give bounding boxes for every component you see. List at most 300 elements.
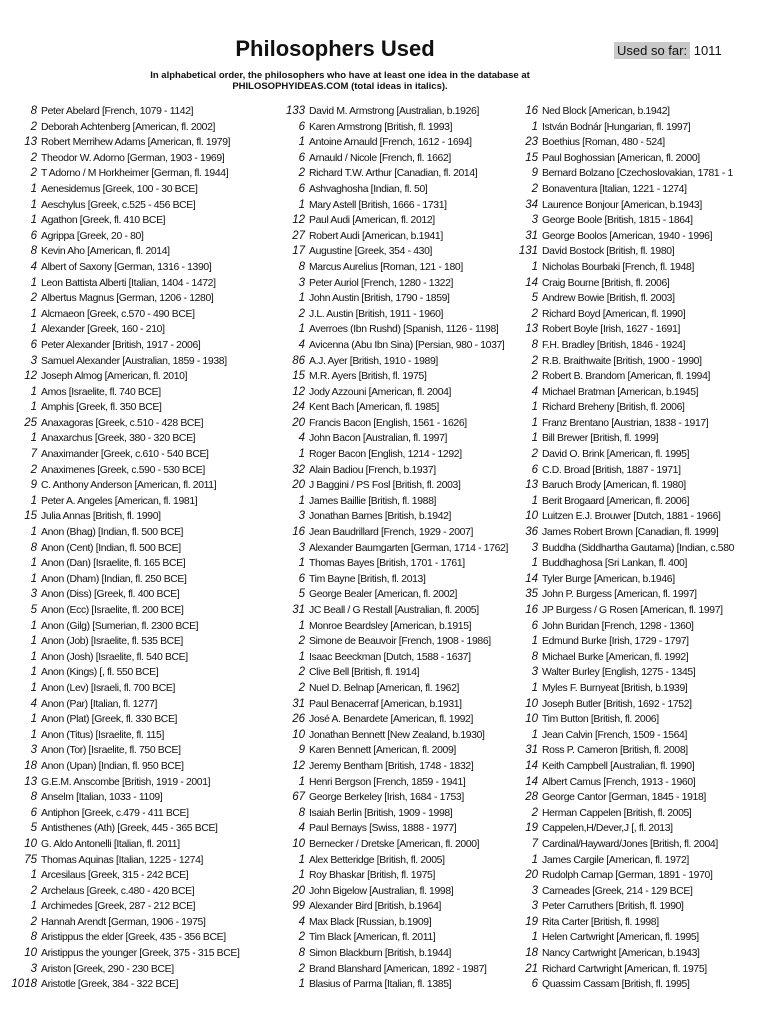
philosopher-name: Ariston [Greek, 290 - 230 BCE] — [41, 963, 174, 975]
philosopher-entry — [501, 712, 768, 728]
philosopher-name: Robert B. Brandom [American, fl. 1994] — [542, 371, 711, 383]
philosopher-entry — [0, 681, 250, 697]
subtitle-line-2: PHILOSOPHYIDEAS.COM (total ideas in italics). — [232, 81, 448, 92]
philosopher-name: Cardinal/Hayward/Jones [British, fl. 2004] — [542, 838, 718, 850]
philosopher-name: Jean Calvin [French, 1509 - 1564] — [542, 729, 687, 741]
philosopher-name: Walter Burley [English, 1275 - 1345] — [542, 667, 696, 679]
philosopher-name: Paul Audi [American, fl. 2012] — [309, 215, 435, 227]
philosopher-entry — [268, 494, 518, 510]
philosopher-name: George Berkeley [Irish, 1684 - 1753] — [309, 792, 464, 804]
philosopher-entry — [268, 447, 518, 463]
philosopher-name: Franz Brentano [Austrian, 1838 - 1917] — [542, 417, 709, 429]
idea-count: 1 — [298, 869, 305, 882]
idea-count: 3 — [298, 541, 305, 554]
idea-count: 1 — [30, 713, 37, 726]
idea-count: 1 — [531, 416, 538, 429]
idea-count: 8 — [531, 338, 538, 351]
philosopher-entry — [0, 463, 250, 479]
idea-count: 36 — [525, 526, 538, 539]
philosopher-name: Peter Alexander [British, 1917 - 2006] — [41, 339, 201, 351]
idea-count: 1 — [30, 323, 37, 336]
philosopher-entry — [501, 759, 768, 775]
idea-count: 6 — [298, 182, 305, 195]
idea-count: 1 — [30, 182, 37, 195]
philosopher-entry — [501, 104, 768, 120]
philosopher-name: Rita Carter [British, fl. 1998] — [542, 916, 659, 928]
philosopher-entry — [501, 182, 768, 198]
idea-count: 9 — [30, 479, 37, 492]
idea-count: 10 — [525, 510, 538, 523]
philosopher-name: Alex Betteridge [British, fl. 2005] — [309, 854, 445, 866]
philosopher-name: C. Anthony Anderson [American, fl. 2011] — [41, 480, 217, 492]
philosopher-entry — [0, 556, 250, 572]
idea-count: 1 — [531, 681, 538, 694]
philosopher-name: Agrippa [Greek, 20 - 80] — [41, 230, 144, 242]
idea-count: 1 — [30, 728, 37, 741]
philosopher-entry — [501, 728, 768, 744]
idea-count: 8 — [30, 791, 37, 804]
idea-count: 19 — [525, 915, 538, 928]
philosopher-entry — [0, 665, 250, 681]
idea-count: 4 — [298, 822, 305, 835]
philosopher-entry — [501, 743, 768, 759]
idea-count: 1 — [298, 650, 305, 663]
idea-count: 3 — [531, 884, 538, 897]
idea-count: 16 — [292, 526, 305, 539]
philosopher-entry — [0, 837, 250, 853]
philosopher-name: Jean Baudrillard [French, 1929 - 2007] — [309, 527, 474, 539]
philosopher-entry — [268, 478, 518, 494]
philosopher-entry — [268, 775, 518, 791]
idea-count: 1 — [30, 650, 37, 663]
philosopher-entry — [268, 650, 518, 666]
idea-count: 3 — [30, 588, 37, 601]
idea-count: 4 — [298, 338, 305, 351]
idea-count: 1 — [298, 619, 305, 632]
philosopher-name: Myles F. Burnyeat [British, b.1939] — [542, 682, 688, 694]
idea-count: 3 — [531, 666, 538, 679]
philosopher-name: Tim Bayne [British, fl. 2013] — [309, 573, 426, 585]
philosopher-column-2 — [268, 104, 518, 993]
philosopher-name: Henri Bergson [French, 1859 - 1941] — [309, 776, 466, 788]
philosopher-entry — [0, 790, 250, 806]
philosopher-entry — [501, 541, 768, 557]
philosopher-name: Anselm [Italian, 1033 - 1109] — [41, 792, 163, 804]
used-so-far-value: 1011 — [693, 43, 722, 58]
philosopher-name: Ashvaghosha [Indian, fl. 50] — [309, 183, 428, 195]
idea-count: 10 — [525, 697, 538, 710]
idea-count: 34 — [525, 198, 538, 211]
philosopher-name: F.H. Bradley [British, 1846 - 1924] — [542, 339, 686, 351]
idea-count: 31 — [292, 697, 305, 710]
philosopher-entry — [268, 837, 518, 853]
idea-count: 7 — [30, 448, 37, 461]
philosopher-entry — [0, 198, 250, 214]
idea-count: 8 — [30, 931, 37, 944]
philosopher-name: Richard T.W. Arthur [Canadian, fl. 2014] — [309, 168, 478, 180]
idea-count: 8 — [30, 541, 37, 554]
philosopher-entry — [0, 400, 250, 416]
philosopher-name: Peter Abelard [French, 1079 - 1142] — [41, 106, 194, 117]
idea-count: 8 — [531, 650, 538, 663]
idea-count: 6 — [30, 229, 37, 242]
philosopher-name: Alexander [Greek, 160 - 210] — [41, 324, 165, 336]
philosopher-name: Robert Audi [American, b.1941] — [309, 230, 443, 242]
idea-count: 1 — [30, 619, 37, 632]
philosopher-entry — [0, 712, 250, 728]
philosopher-name: Anaximenes [Greek, c.590 - 530 BCE] — [41, 464, 205, 476]
philosopher-name: Herman Cappelen [British, fl. 2005] — [542, 807, 692, 819]
philosopher-entry — [268, 260, 518, 276]
idea-count: 10 — [24, 837, 37, 850]
philosopher-entry — [501, 697, 768, 713]
philosopher-entry — [0, 385, 250, 401]
philosopher-entry — [0, 650, 250, 666]
philosopher-name: Jonathan Bennett [New Zealand, b.1930] — [309, 729, 485, 741]
philosopher-entry — [501, 572, 768, 588]
philosopher-entry — [268, 556, 518, 572]
philosopher-name: Buddha (Siddhartha Gautama) [Indian, c.580 — [542, 542, 735, 554]
philosopher-name: Arnauld / Nicole [French, fl. 1662] — [309, 152, 451, 164]
philosopher-entry — [501, 977, 768, 993]
philosopher-entry — [268, 868, 518, 884]
philosopher-entry — [268, 728, 518, 744]
philosopher-entry — [0, 775, 250, 791]
philosopher-entry — [268, 743, 518, 759]
idea-count: 1 — [298, 494, 305, 507]
philosopher-entry — [501, 369, 768, 385]
philosopher-entry — [501, 525, 768, 541]
philosopher-name: George Bealer [American, fl. 2002] — [309, 589, 458, 601]
philosopher-entry — [268, 385, 518, 401]
philosopher-name: José A. Benardete [American, fl. 1992] — [309, 714, 474, 726]
idea-count: 3 — [298, 510, 305, 523]
philosopher-entry — [0, 447, 250, 463]
philosopher-name: John Bigelow [Australian, fl. 1998] — [309, 885, 454, 897]
philosopher-entry — [501, 385, 768, 401]
idea-count: 2 — [30, 151, 37, 164]
philosopher-name: Anon (Tor) [Israelite, fl. 750 BCE] — [41, 745, 181, 757]
philosopher-entry — [0, 182, 250, 198]
idea-count: 86 — [292, 354, 305, 367]
idea-count: 2 — [531, 354, 538, 367]
philosopher-name: Anaximander [Greek, c.610 - 540 BCE] — [41, 449, 209, 461]
philosopher-entry — [268, 930, 518, 946]
idea-count: 6 — [298, 120, 305, 133]
philosopher-name: Richard Breheny [British, fl. 2006] — [542, 402, 685, 414]
philosopher-entry — [268, 400, 518, 416]
idea-count: 1 — [298, 853, 305, 866]
philosopher-name: Peter Carruthers [British, fl. 1990] — [542, 901, 684, 913]
philosopher-entry — [268, 338, 518, 354]
idea-count: 2 — [30, 167, 37, 180]
philosopher-name: Brand Blanshard [American, 1892 - 1987] — [309, 963, 487, 975]
philosopher-entry — [0, 104, 250, 120]
philosopher-name: Ross P. Cameron [British, fl. 2008] — [542, 745, 688, 757]
philosopher-name: Nuel D. Belnap [American, fl. 1962] — [309, 682, 460, 694]
philosopher-name: Anon (Gilg) [Sumerian, fl. 2300 BCE] — [41, 620, 199, 632]
philosopher-name: Isaiah Berlin [British, 1909 - 1998] — [309, 807, 453, 819]
philosopher-entry — [501, 198, 768, 214]
philosopher-name: C.D. Broad [British, 1887 - 1971] — [542, 464, 681, 476]
philosopher-name: Anaxarchus [Greek, 380 - 320 BCE] — [41, 433, 196, 445]
idea-count: 8 — [30, 105, 37, 117]
philosopher-name: Rudolph Carnap [German, 1891 - 1970] — [542, 870, 713, 882]
philosopher-entry — [501, 322, 768, 338]
philosopher-entry — [0, 369, 250, 385]
idea-count: 2 — [30, 120, 37, 133]
philosopher-name: J.L. Austin [British, 1911 - 1960] — [309, 308, 444, 320]
philosopher-name: Ned Block [American, b.1942] — [542, 106, 670, 117]
philosopher-name: Anon (Bhag) [Indian, fl. 500 BCE] — [41, 527, 184, 539]
idea-count: 1 — [531, 853, 538, 866]
philosopher-name: Averroes (Ibn Rushd) [Spanish, 1126 - 1198] — [309, 324, 499, 336]
philosopher-name: Anon (Dham) [Indian, fl. 250 BCE] — [41, 573, 187, 585]
idea-count: 10 — [525, 713, 538, 726]
philosopher-entry — [268, 603, 518, 619]
philosopher-name: J Baggini / PS Fosl [British, fl. 2003] — [309, 480, 461, 492]
idea-count: 3 — [531, 214, 538, 227]
philosopher-entry — [501, 884, 768, 900]
philosopher-name: Anon (Kings) [, fl. 550 BCE] — [41, 667, 159, 679]
philosopher-name: Paul Bernays [Swiss, 1888 - 1977] — [309, 823, 457, 835]
philosopher-name: Thomas Bayes [British, 1701 - 1761] — [309, 558, 465, 570]
philosopher-name: Bill Brewer [British, fl. 1999] — [542, 433, 659, 445]
idea-count: 10 — [24, 947, 37, 960]
philosopher-entry — [268, 962, 518, 978]
philosopher-entry — [268, 369, 518, 385]
philosopher-name: Quassim Cassam [British, fl. 1995] — [542, 979, 690, 991]
idea-count: 18 — [24, 759, 37, 772]
philosopher-name: Antoine Arnauld [French, 1612 - 1694] — [309, 137, 472, 149]
philosopher-entry — [501, 962, 768, 978]
philosopher-name: Cappelen,H/Dever,J [, fl. 2013] — [542, 823, 673, 835]
philosopher-name: M.R. Ayers [British, fl. 1975] — [309, 371, 427, 383]
philosopher-name: Arcesilaus [Greek, 315 - 242 BCE] — [41, 870, 189, 882]
philosopher-name: James Baillie [British, fl. 1988] — [309, 495, 437, 507]
philosopher-entry — [268, 790, 518, 806]
philosopher-entry — [501, 494, 768, 510]
philosopher-entry — [268, 213, 518, 229]
philosopher-name: Jonathan Barnes [British, b.1942] — [309, 511, 452, 523]
idea-count: 1 — [30, 526, 37, 539]
idea-count: 16 — [525, 105, 538, 117]
philosopher-name: Albert of Saxony [German, 1316 - 1390] — [41, 261, 212, 273]
subtitle — [120, 70, 560, 92]
philosopher-column-1 — [0, 104, 250, 993]
idea-count: 31 — [292, 604, 305, 616]
philosopher-name: John Bacon [Australian, fl. 1997] — [309, 433, 448, 445]
philosopher-name: Carneades [Greek, 214 - 129 BCE] — [542, 885, 693, 897]
philosopher-name: Edmund Burke [Irish, 1729 - 1797] — [542, 636, 689, 648]
philosopher-entry — [501, 431, 768, 447]
idea-count: 1 — [531, 432, 538, 445]
philosopher-name: Nicholas Bourbaki [French, fl. 1948] — [542, 261, 695, 273]
philosopher-entry — [501, 587, 768, 603]
philosopher-name: Richard Cartwright [American, fl. 1975] — [542, 963, 707, 975]
idea-count: 20 — [292, 479, 305, 492]
idea-count: 5 — [298, 588, 305, 601]
idea-count: 20 — [292, 416, 305, 429]
philosopher-entry — [0, 821, 250, 837]
idea-count: 14 — [525, 572, 538, 585]
philosopher-entry — [268, 899, 518, 915]
philosopher-name: Simon Blackburn [British, b.1944] — [309, 948, 452, 960]
idea-count: 133 — [285, 105, 305, 117]
philosopher-entry — [0, 291, 250, 307]
philosopher-name: Laurence Bonjour [American, b.1943] — [542, 199, 702, 211]
idea-count: 15 — [525, 151, 538, 164]
idea-count: 2 — [298, 931, 305, 944]
philosopher-name: Anon (Job) [Israelite, fl. 535 BCE] — [41, 636, 183, 648]
philosopher-name: Anon (Diss) [Greek, fl. 400 BCE] — [41, 589, 180, 601]
philosopher-entry — [0, 884, 250, 900]
philosopher-entry — [268, 759, 518, 775]
philosopher-entry — [268, 665, 518, 681]
philosopher-entry — [0, 322, 250, 338]
idea-count: 1 — [531, 120, 538, 133]
philosopher-name: Aristippus the elder [Greek, 435 - 356 BCE] — [41, 932, 226, 944]
idea-count: 16 — [525, 604, 538, 616]
philosopher-entry — [0, 930, 250, 946]
idea-count: 8 — [30, 245, 37, 258]
philosopher-entry — [501, 447, 768, 463]
philosopher-entry — [0, 962, 250, 978]
philosopher-name: Kevin Aho [American, fl. 2014] — [41, 246, 170, 258]
philosopher-name: Monroe Beardsley [American, b.1915] — [309, 620, 472, 632]
philosopher-name: Julia Annas [British, fl. 1990] — [41, 511, 161, 523]
philosopher-name: Aenesidemus [Greek, 100 - 30 BCE] — [41, 183, 198, 195]
philosopher-entry — [501, 868, 768, 884]
philosopher-name: Isaac Beeckman [Dutch, 1588 - 1637] — [309, 651, 471, 663]
idea-count: 3 — [531, 541, 538, 554]
idea-count: 6 — [30, 806, 37, 819]
philosopher-entry — [501, 915, 768, 931]
idea-count: 1 — [298, 136, 305, 149]
philosopher-name: Bernard Bolzano [Czechoslovakian, 1781 - 1 — [542, 168, 733, 180]
philosopher-name: Peter A. Angeles [American, fl. 1981] — [41, 495, 198, 507]
philosopher-name: Antisthenes (Ath) [Greek, 445 - 365 BCE] — [41, 823, 218, 835]
idea-count: 1 — [30, 198, 37, 211]
idea-count: 6 — [30, 338, 37, 351]
philosopher-entry — [0, 229, 250, 245]
idea-count: 1 — [30, 494, 37, 507]
idea-count: 2 — [531, 806, 538, 819]
idea-count: 1 — [298, 323, 305, 336]
idea-count: 18 — [525, 947, 538, 960]
philosopher-name: Francis Bacon [English, 1561 - 1626] — [309, 417, 467, 429]
philosopher-entry — [268, 681, 518, 697]
idea-count: 5 — [531, 292, 538, 305]
philosopher-entry — [268, 322, 518, 338]
idea-count: 10 — [292, 837, 305, 850]
philosopher-name: Anon (Plat) [Greek, fl. 330 BCE] — [41, 714, 178, 726]
idea-count: 6 — [531, 463, 538, 476]
philosopher-name: Joseph Butler [British, 1692 - 1752] — [542, 698, 692, 710]
philosopher-entry — [0, 868, 250, 884]
philosopher-entry — [268, 572, 518, 588]
idea-count: 2 — [531, 182, 538, 195]
idea-count: 1 — [298, 978, 305, 991]
philosopher-name: Michael Burke [American, fl. 1992] — [542, 651, 689, 663]
philosopher-entry — [0, 276, 250, 292]
idea-count: 12 — [24, 370, 37, 383]
philosopher-name: Bonaventura [Italian, 1221 - 1274] — [542, 183, 687, 195]
idea-count: 1 — [298, 557, 305, 570]
idea-count: 2 — [531, 370, 538, 383]
philosopher-entry — [0, 946, 250, 962]
philosopher-entry — [268, 884, 518, 900]
idea-count: 10 — [292, 728, 305, 741]
philosopher-entry — [501, 619, 768, 635]
philosopher-entry — [268, 619, 518, 635]
idea-count: 1 — [531, 494, 538, 507]
philosopher-name: Marcus Aurelius [Roman, 121 - 180] — [309, 261, 463, 273]
philosopher-name: Clive Bell [British, fl. 1914] — [309, 667, 420, 679]
philosopher-entry — [268, 104, 518, 120]
philosopher-entry — [0, 120, 250, 136]
philosopher-name: JP Burgess / G Rosen [American, fl. 1997] — [542, 605, 723, 616]
philosopher-name: Roger Bacon [English, 1214 - 1292] — [309, 449, 462, 461]
philosopher-name: Amphis [Greek, fl. 350 BCE] — [41, 402, 162, 414]
philosopher-name: James Robert Brown [Canadian, fl. 1999] — [542, 527, 719, 539]
philosopher-name: Augustine [Greek, 354 - 430] — [309, 246, 433, 258]
philosopher-entry — [501, 260, 768, 276]
philosopher-name: David M. Armstrong [Australian, b.1926] — [309, 106, 480, 117]
philosopher-entry — [501, 478, 768, 494]
philosopher-name: Buddhaghosa [Sri Lankan, fl. 400] — [542, 558, 687, 570]
philosopher-entry — [0, 853, 250, 869]
idea-count: 13 — [525, 323, 538, 336]
philosopher-entry — [501, 120, 768, 136]
philosopher-name: Thomas Aquinas [Italian, 1225 - 1274] — [41, 854, 204, 866]
philosopher-entry — [268, 946, 518, 962]
idea-count: 3 — [531, 900, 538, 913]
idea-count: 32 — [292, 463, 305, 476]
philosopher-name: Anon (Titus) [Israelite, fl. 115] — [41, 729, 165, 741]
philosopher-name: John Buridan [French, 1298 - 1360] — [542, 620, 694, 632]
philosopher-name: Aristotle [Greek, 384 - 322 BCE] — [41, 979, 179, 991]
philosopher-name: Paul Boghossian [American, fl. 2000] — [542, 152, 700, 164]
philosopher-name: G. Aldo Antonelli [Italian, fl. 2011] — [41, 838, 180, 850]
philosopher-name: Paul Benacerraf [American, b.1931] — [309, 698, 462, 710]
philosopher-entry — [0, 899, 250, 915]
philosopher-entry — [0, 307, 250, 323]
idea-count: 1018 — [11, 978, 37, 991]
philosopher-name: Tim Button [British, fl. 2006] — [542, 714, 659, 726]
idea-count: 25 — [24, 416, 37, 429]
philosopher-name: Archimedes [Greek, 287 - 212 BCE] — [41, 901, 196, 913]
philosopher-name: Baruch Brody [American, fl. 1980] — [542, 480, 686, 492]
idea-count: 31 — [525, 229, 538, 242]
philosopher-entry — [0, 525, 250, 541]
idea-count: 2 — [298, 666, 305, 679]
idea-count: 1 — [30, 635, 37, 648]
idea-count: 1 — [30, 385, 37, 398]
idea-count: 1 — [30, 214, 37, 227]
philosopher-name: Antiphon [Greek, c.479 - 411 BCE] — [41, 807, 189, 819]
philosopher-name: Luitzen E.J. Brouwer [Dutch, 1881 - 1966] — [542, 511, 721, 523]
idea-count: 14 — [525, 775, 538, 788]
philosopher-entry — [268, 244, 518, 260]
idea-count: 13 — [24, 136, 37, 149]
philosopher-name: Hannah Arendt [German, 1906 - 1975] — [41, 916, 206, 928]
philosopher-entry — [268, 291, 518, 307]
philosopher-entry — [501, 899, 768, 915]
idea-count: 1 — [30, 432, 37, 445]
idea-count: 1 — [531, 728, 538, 741]
philosopher-name: Anon (Upan) [Indian, fl. 950 BCE] — [41, 760, 184, 772]
